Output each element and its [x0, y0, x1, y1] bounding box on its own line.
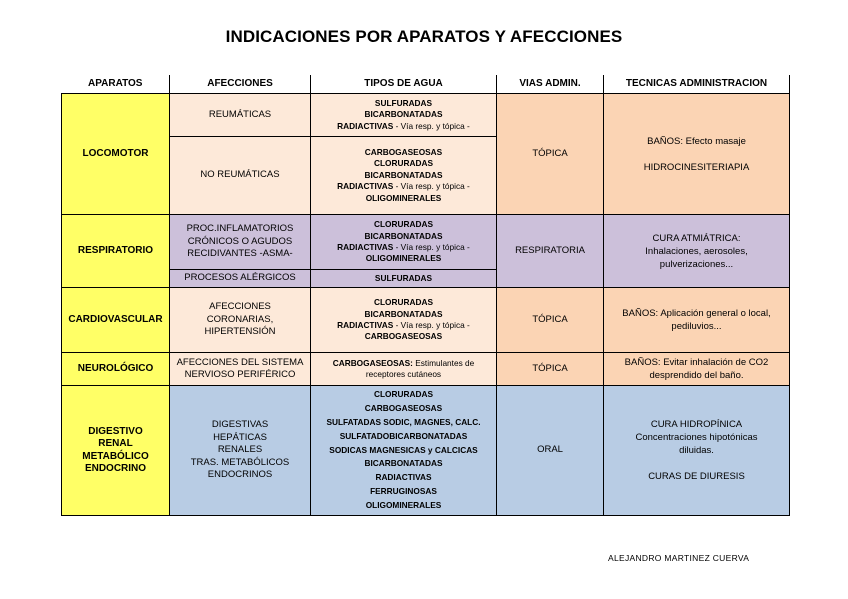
- aparato-digestivo: DIGESTIVO RENAL METABÓLICO ENDOCRINO: [62, 386, 170, 516]
- header-afecciones: AFECCIONES: [170, 75, 311, 94]
- agua-neurologico: CARBOGASEOSAS: Estimulantes de receptores cutáneos: [311, 353, 497, 386]
- via-digestivo: ORAL: [497, 386, 604, 516]
- agua-digestivo: CLORURADAS CARBOGASEOSAS SULFATADAS SODIC, MAGNES, CALC. SULFATADOBICARBONATADAS SODICAS MAGNESICAS y CALCICAS BICARBONATADAS RADIACTIVAS FERRUGINOSAS OLIGOMINERALES: [311, 386, 497, 516]
- via-respiratorio: RESPIRATORIA: [497, 215, 604, 288]
- aparato-respiratorio: RESPIRATORIO: [62, 215, 170, 288]
- table-row: [62, 288, 790, 353]
- via-locomotor: TÓPICA: [497, 94, 604, 215]
- agua-inflamatorios: CLORURADAS BICARBONATADAS RADIACTIVAS - Vía resp. y tópica - OLIGOMINERALES: [311, 215, 497, 270]
- tecnica-cardiovascular: BAÑOS: Aplicación general o local, pediluvios...: [604, 288, 790, 353]
- header-aparatos: APARATOS: [62, 75, 170, 94]
- author-credit: ALEJANDRO MARTINEZ CUERVA: [608, 553, 750, 563]
- via-neurologico: TÓPICA: [497, 353, 604, 386]
- afeccion-inflamatorios: PROC.INFLAMATORIOS CRÓNICOS O AGUDOS RECIDIVANTES -ASMA-: [170, 215, 311, 270]
- afeccion-neurologico: AFECCIONES DEL SISTEMA NERVIOSO PERIFÉRICO: [170, 353, 311, 386]
- afeccion-digestivo: DIGESTIVAS HEPÁTICAS RENALES TRAS. METABÓLICOS ENDOCRINOS: [170, 386, 311, 516]
- aparato-cardiovascular: CARDIOVASCULAR: [62, 288, 170, 353]
- agua-reumaticas: SULFURADAS BICARBONATADAS RADIACTIVAS - Vía resp. y tópica -: [311, 94, 497, 137]
- tecnica-respiratorio: CURA ATMIÁTRICA: Inhalaciones, aerosoles, pulverizaciones...: [604, 215, 790, 288]
- via-cardiovascular: TÓPICA: [497, 288, 604, 353]
- aparato-locomotor: LOCOMOTOR: [62, 94, 170, 215]
- afeccion-alergicos: PROCESOS ALÉRGICOS: [170, 270, 311, 288]
- page-title: INDICACIONES POR APARATOS Y AFECCIONES: [225, 27, 623, 46]
- table-row: [62, 215, 790, 270]
- header-vias-admin: VIAS ADMIN.: [497, 75, 604, 94]
- header-row: [62, 75, 790, 94]
- tecnica-neurologico: BAÑOS: Evitar inhalación de CO2 desprendido del baño.: [604, 353, 790, 386]
- agua-cardiovascular: CLORURADAS BICARBONATADAS RADIACTIVAS - Vía resp. y tópica - CARBOGASEOSAS: [311, 288, 497, 353]
- table-row: [62, 94, 790, 137]
- afeccion-reumaticas: REUMÁTICAS: [170, 94, 311, 137]
- table-row: [62, 386, 790, 516]
- tecnica-locomotor: BAÑOS: Efecto masaje HIDROCINESITERIAPIA: [604, 94, 790, 215]
- afeccion-no-reumaticas: NO REUMÁTICAS: [170, 137, 311, 215]
- tecnica-digestivo: CURA HIDROPÍNICA Concentraciones hipotónicas diluidas. CURAS DE DIURESIS: [604, 386, 790, 516]
- agua-no-reumaticas: CARBOGASEOSAS CLORURADAS BICARBONATADAS RADIACTIVAS - Vía resp. y tópica - OLIGOMINERALES: [311, 137, 497, 215]
- agua-alergicos: SULFURADAS: [311, 270, 497, 288]
- header-tecnicas: TECNICAS ADMINISTRACION: [604, 75, 790, 94]
- aparato-neurologico: NEUROLÓGICO: [62, 353, 170, 386]
- indications-table: [61, 75, 790, 516]
- header-tipos-agua: TIPOS DE AGUA: [311, 75, 497, 94]
- afeccion-cardiovascular: AFECCIONES CORONARIAS, HIPERTENSIÓN: [170, 288, 311, 353]
- table-row: [62, 353, 790, 386]
